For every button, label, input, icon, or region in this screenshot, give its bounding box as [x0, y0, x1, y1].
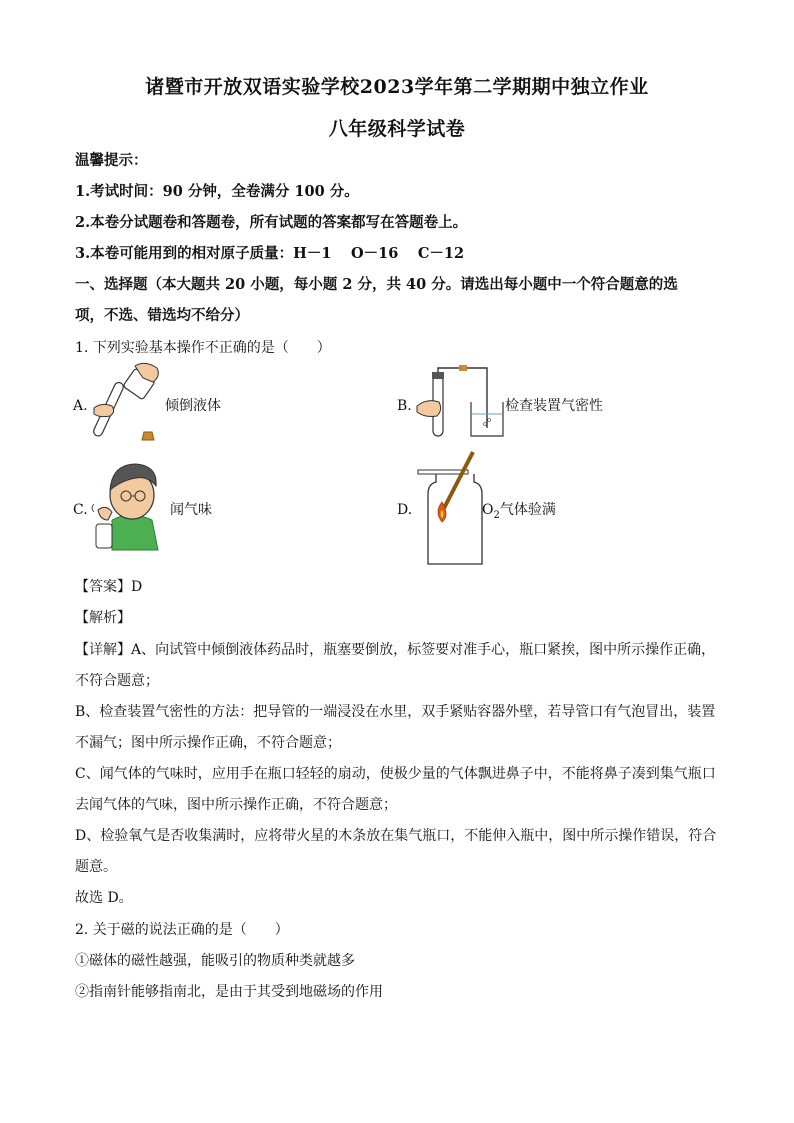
option-d-label — [482, 500, 556, 526]
smell-gas-illustration — [92, 460, 167, 552]
option-a-letter: A. — [73, 398, 88, 414]
exam-subtitle: 八年级科学试卷 — [328, 118, 466, 140]
option-b-letter: B. — [397, 398, 412, 414]
detail-line-9: 故选 D。 — [75, 890, 133, 906]
question-2-statement-2: ②指南针能够指南北，是由于其受到地磁场的作用 — [75, 984, 383, 1000]
section-heading-line1: 一、选择题（本大题共 20 小题，每小题 2 分，共 40 分。请选出每小题中一个符合题意的选 — [75, 276, 678, 293]
option-a-label: 倾倒液体 — [165, 398, 221, 414]
option-c-label: 闻气味 — [170, 502, 212, 518]
detail-line-1: 【详解】A、向试管中倾倒液体药品时，瓶塞要倒放，标签要对准手心，瓶口紧挨，图中所示操作正确， — [75, 642, 716, 658]
option-d-label-sub: 2 — [493, 509, 500, 521]
airtightness-check-illustration — [415, 368, 505, 440]
detail-line-7: D、检验氧气是否收集满时，应将带火星的木条放在集气瓶口，不能伸入瓶中，图中所示操作错误，符合 — [75, 828, 717, 844]
detail-line-3: B、检查装置气密性的方法：把导管的一端浸没在水里，双手紧贴容器外壁，若导管口有气泡冒出，装置 — [75, 704, 716, 720]
notice-heading: 温馨提示： — [75, 152, 148, 169]
option-d-label-main: O — [482, 502, 494, 518]
analysis-heading: 【解析】 — [75, 610, 131, 626]
detail-line-2: 不符合题意； — [75, 673, 159, 689]
answer: 【答案】D — [75, 579, 143, 595]
option-d-letter: D. — [397, 502, 413, 518]
detail-line-6: 去闻气体的气味，图中所示操作正确，不符合题意； — [75, 797, 397, 813]
question-2-stem: 2. 关于磁的说法正确的是（ ） — [75, 922, 289, 938]
question-1-stem: 1. 下列实验基本操作不正确的是（ ） — [75, 340, 331, 356]
oxygen-test-illustration — [418, 452, 488, 567]
exam-title: 诸暨市开放双语实验学校2023学年第二学期期中独立作业 — [145, 76, 649, 98]
section-heading-line2: 项，不选、错选均不给分） — [75, 307, 249, 324]
notice-item-1: 1.考试时间：90 分钟，全卷满分 100 分。 — [75, 183, 359, 200]
detail-line-8: 题意。 — [75, 859, 117, 875]
option-c-letter: C. — [73, 502, 88, 518]
pour-liquid-illustration — [90, 360, 170, 445]
option-b-label: 检查装置气密性 — [505, 398, 603, 414]
detail-line-5: C、闻气体的气味时，应用手在瓶口轻轻的扇动，使极少量的气体飘进鼻子中，不能将鼻子凑到集气瓶口 — [75, 766, 716, 782]
question-2-statement-1: ①磁体的磁性越强，能吸引的物质种类就越多 — [75, 953, 355, 969]
detail-line-4: 不漏气；图中所示操作正确，不符合题意； — [75, 735, 341, 751]
notice-item-2: 2.本卷分试题卷和答题卷，所有试题的答案都写在答题卷上。 — [75, 214, 468, 231]
option-d-label-rest: 气体验满 — [499, 502, 556, 518]
notice-item-3: 3.本卷可能用到的相对原子质量：H－1 O－16 C－12 — [75, 245, 465, 262]
